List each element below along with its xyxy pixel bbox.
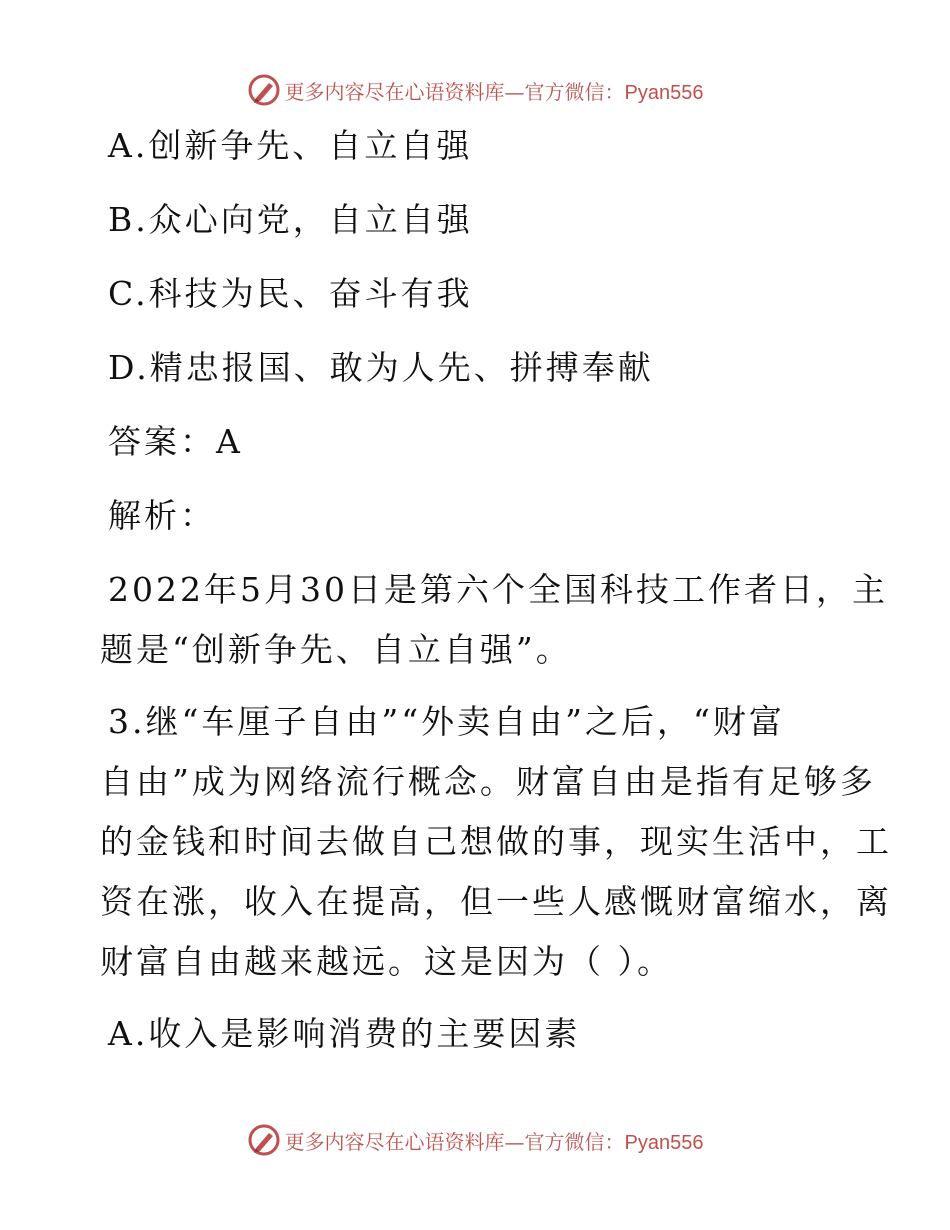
option-d-line: D.精忠报国、敢为人先、拼搏奉献: [108, 348, 654, 387]
analysis-heading: 解析：: [108, 496, 216, 535]
question-3-line-4: 资在涨，收入在提高，但一些人感慨财富缩水，离: [100, 882, 892, 921]
pen-logo-icon: [247, 73, 281, 107]
option-c-line: C.科技为民、奋斗有我: [108, 274, 473, 313]
question-3-line-5: 财富自由越来越远。这是因为（ ）。: [100, 942, 673, 981]
footer-watermark: [0, 1120, 950, 1160]
option-b-line: B.众心向党，自立自强: [108, 200, 473, 239]
watermark-wechat-label: 官方微信：: [524, 1129, 625, 1154]
watermark-wechat-id: Pyan556: [624, 1131, 704, 1154]
header-watermark: [0, 70, 950, 110]
pen-logo-icon: [247, 1123, 281, 1157]
watermark-text: [285, 1126, 704, 1155]
watermark-main-text: 更多内容尽在心语资料库: [284, 79, 505, 104]
watermark-dash: —: [504, 79, 525, 104]
watermark-wechat-id: Pyan556: [624, 81, 704, 104]
analysis-text-line-2: 题是“创新争先、自立自强”。: [100, 630, 572, 669]
watermark-main-text: 更多内容尽在心语资料库: [284, 1129, 505, 1154]
question-3-line-1: 3.继“车厘子自由”“外卖自由”之后，“财富: [108, 702, 785, 741]
question-3-line-3: 的金钱和时间去做自己想做的事，现实生活中，工: [100, 822, 892, 861]
watermark-dash: —: [504, 1129, 525, 1154]
analysis-text-line-1: 2022年5月30日是第六个全国科技工作者日，主: [108, 570, 888, 609]
question-3-option-a: A.收入是影响消费的主要因素: [108, 1014, 581, 1053]
watermark-wechat-label: 官方微信：: [524, 79, 625, 104]
watermark-text: [285, 76, 704, 105]
option-a-line: A.创新争先、自立自强: [108, 126, 473, 165]
answer-line: 答案：A: [108, 422, 243, 461]
question-3-line-2: 自由”成为网络流行概念。财富自由是指有足够多: [100, 762, 876, 801]
